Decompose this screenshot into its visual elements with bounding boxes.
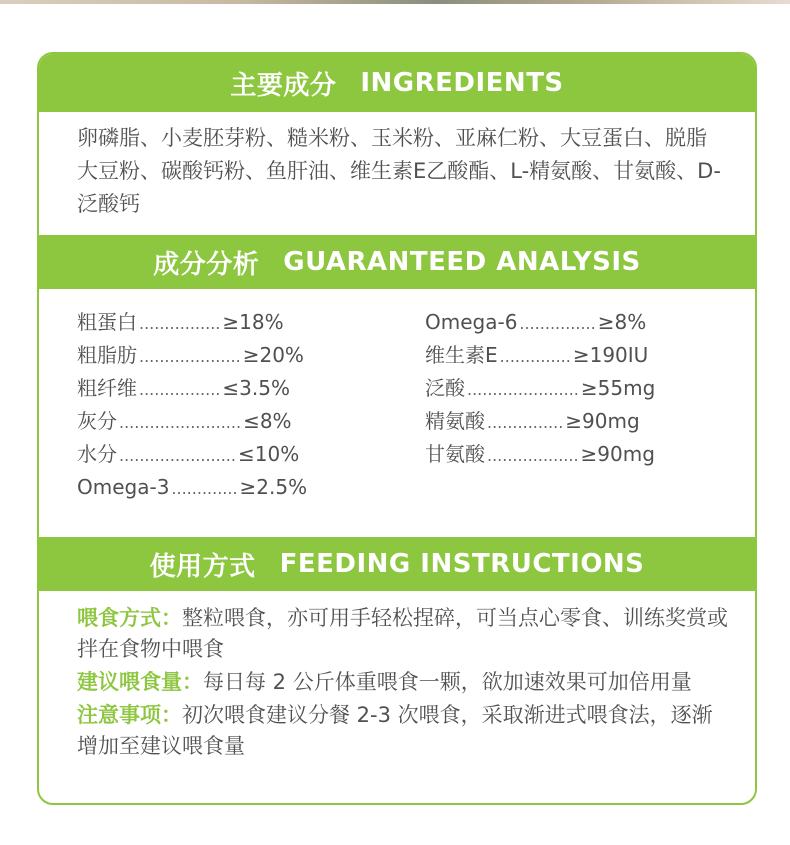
feeding-header: [39, 537, 755, 591]
nutrient-value: ≥90mg: [565, 409, 640, 433]
nutrient-value: ≥8%: [597, 310, 647, 334]
ingredients-title-cn: 主要成分: [230, 70, 337, 101]
nutrient-dots: .......................: [119, 446, 236, 465]
nutrient-name: 精氨酸: [425, 409, 485, 433]
feeding-amount-text: 每日每 2 公斤体重喂食一颗，欲加速效果可加倍用量: [203, 670, 692, 694]
nutrient-row: [77, 438, 377, 471]
nutrient-value: ≥18%: [222, 310, 284, 334]
feeding-notes: [77, 700, 732, 762]
nutrient-dots: ................: [139, 314, 221, 333]
nutrient-name: 维生素E: [425, 343, 498, 367]
nutrient-row: [77, 372, 377, 405]
ingredients-title-en: INGREDIENTS: [360, 68, 564, 98]
nutrient-dots: ...............: [519, 314, 596, 333]
nutrient-row: [425, 339, 725, 372]
ingredients-header: [39, 54, 755, 112]
feeding-instructions: [77, 603, 732, 764]
feeding-method: [77, 603, 732, 665]
nutrient-value: ≥20%: [242, 343, 304, 367]
nutrient-value: ≥90mg: [580, 442, 655, 466]
nutrient-name: 粗脂肪: [77, 343, 137, 367]
feeding-amount: [77, 667, 732, 698]
nutrient-value: ≥2.5%: [239, 475, 308, 499]
nutrient-row: [77, 339, 377, 372]
nutrient-dots: ..................: [487, 446, 579, 465]
ingredients-list: 卵磷脂、小麦胚芽粉、糙米粉、玉米粉、亚麻仁粉、大豆蛋白、脱脂大豆粉、碳酸钙粉、鱼肝油、维生素E乙酸酯、L-精氨酸、甘氨酸、D-泛酸钙: [77, 126, 721, 216]
analysis-header: [39, 235, 755, 289]
nutrient-name: 粗蛋白: [77, 310, 137, 334]
nutrient-row: [77, 471, 377, 504]
nutrient-dots: ........................: [119, 413, 242, 432]
nutrient-dots: ......................: [467, 380, 579, 399]
nutrient-dots: ....................: [139, 347, 241, 366]
nutrient-row: [425, 405, 725, 438]
feeding-method-text: 整粒喂食，亦可用手轻松捏碎，可当点心零食、训练奖赏或拌在食物中喂食: [77, 606, 728, 661]
nutrient-name: 水分: [77, 442, 117, 466]
analysis-column-right: [425, 306, 725, 471]
feeding-method-label: 喂食方式：: [77, 606, 182, 630]
nutrient-name: 灰分: [77, 409, 117, 433]
nutrient-dots: ..............: [499, 347, 571, 366]
nutrient-row: [425, 372, 725, 405]
nutrient-row: [77, 306, 377, 339]
analysis-title-cn: 成分分析: [153, 249, 260, 280]
nutrient-dots: ................: [139, 380, 221, 399]
nutrient-name: 泛酸: [425, 376, 465, 400]
nutrient-value: ≤8%: [243, 409, 292, 433]
nutrient-dots: ...............: [487, 413, 564, 432]
nutrient-name: 甘氨酸: [425, 442, 485, 466]
nutrient-name: 粗纤维: [77, 376, 137, 400]
analysis-title-en: GUARANTEED ANALYSIS: [283, 247, 641, 277]
feeding-title-en: FEEDING INSTRUCTIONS: [279, 549, 645, 579]
feeding-notes-text: 初次喂食建议分餐 2-3 次喂食，采取渐进式喂食法，逐渐增加至建议喂食量: [77, 703, 713, 758]
product-info-panel: [37, 52, 757, 805]
nutrient-value: ≤10%: [237, 442, 300, 466]
feeding-amount-label: 建议喂食量：: [77, 670, 203, 694]
analysis-column-left: [77, 306, 377, 504]
nutrient-name: Omega-3: [77, 475, 170, 499]
nutrient-row: [77, 405, 377, 438]
feeding-title-cn: 使用方式: [149, 551, 256, 582]
top-photo-strip: [0, 0, 790, 4]
nutrient-row: [425, 306, 725, 339]
nutrient-name: Omega-6: [425, 310, 518, 334]
nutrient-value: ≤3.5%: [222, 376, 290, 400]
feeding-notes-label: 注意事项：: [77, 703, 182, 727]
nutrient-value: ≥55mg: [580, 376, 656, 400]
nutrient-dots: .............: [171, 479, 238, 498]
nutrient-row: [425, 438, 725, 471]
nutrient-value: ≥190IU: [572, 343, 649, 367]
